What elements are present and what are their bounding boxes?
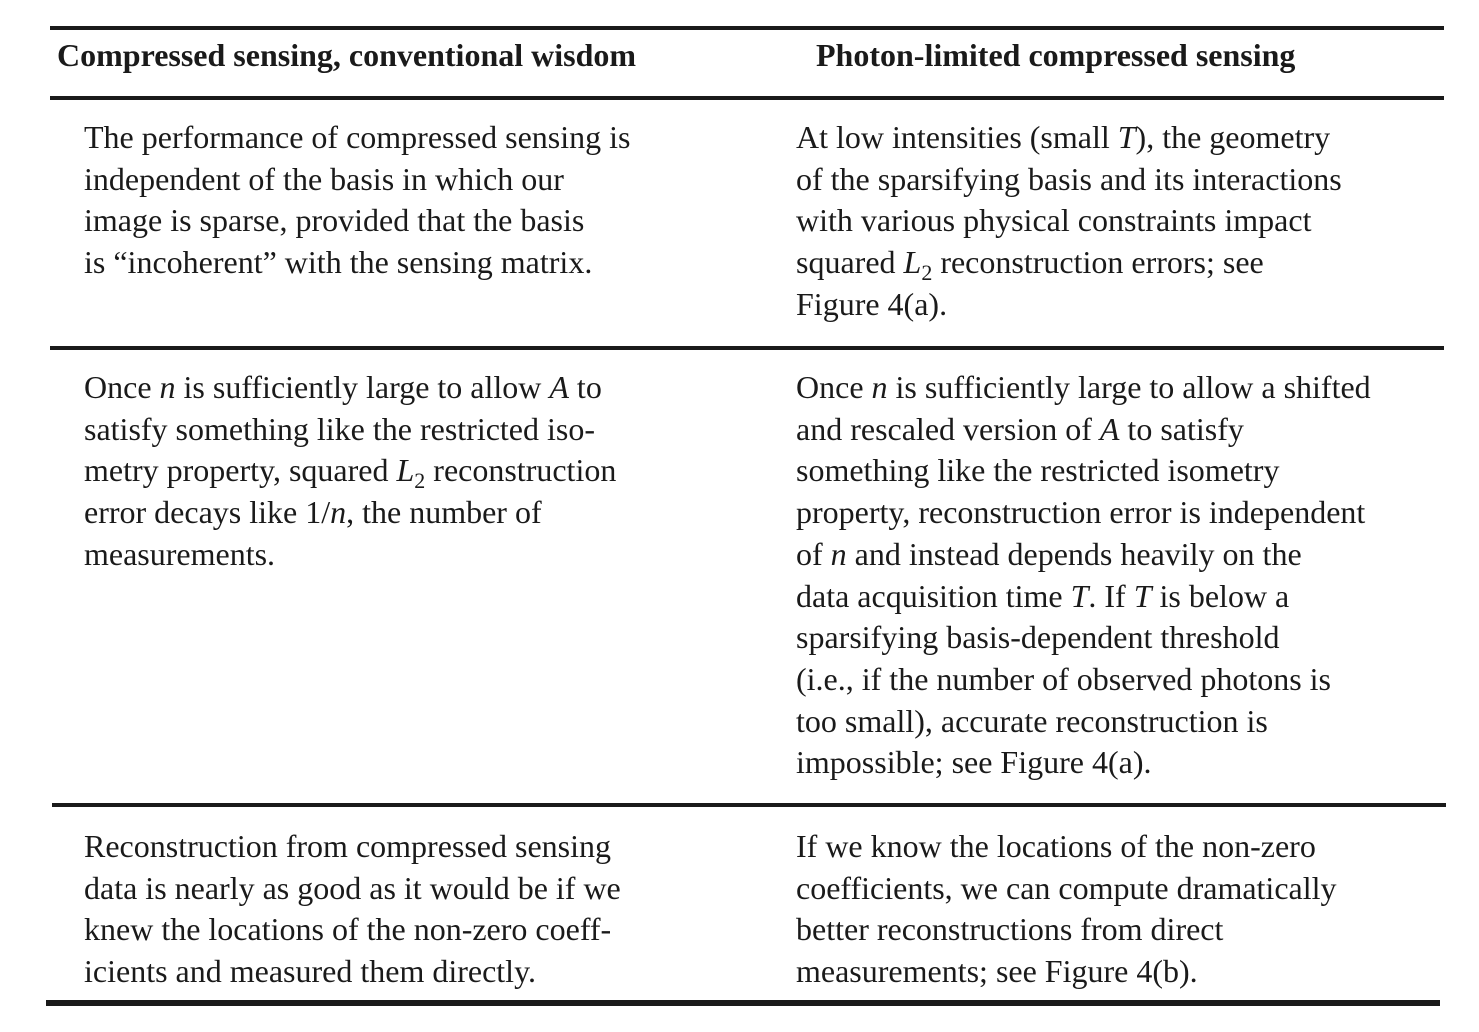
row-2-photon-limited-cell: Once n is sufficiently large to allow a shifted and rescaled version of A to satisfy something like the restricted isometry property, reconstruction error is independent of n and instead depends heavily on the data acquisition time T. If T is below a sparsifying basis-dependent threshold (i.e., if the number of observed photons is too small), accurate reconstruction is impossible; see Figure 4(a). (796, 369, 1371, 781)
row-3-conventional-cell: Reconstruction from compressed sensing data is nearly as good as it would be if we knew the locations of the non-zero coeff- icients and measured them directly. (84, 828, 621, 990)
column-header-photon-limited: Photon-limited compressed sensing (816, 37, 1296, 73)
bottom-rule (46, 1000, 1440, 1006)
row-2-conventional-cell: Once n is sufficiently large to allow A to satisfy something like the restricted iso- metry property, squared $L_2$ reconstruction error decays like 1/n, the number of measurements. (84, 369, 617, 572)
column-header-conventional: Compressed sensing, conventional wisdom (57, 37, 637, 73)
row-1-conventional-cell: The performance of compressed sensing is independent of the basis in which our image is sparse, provided that the basis is “incoherent” with the sensing matrix. (84, 119, 631, 281)
top-rule (50, 26, 1444, 30)
row-divider-1 (50, 346, 1444, 350)
header-rule (50, 96, 1444, 100)
row-3-photon-limited-cell: If we know the locations of the non-zero coefficients, we can compute dramatically better reconstructions from direct measurements; see Figure 4(b). (796, 828, 1337, 990)
row-1-photon-limited-cell: At low intensities (small T), the geometry of the sparsifying basis and its interactions with various physical constraints impact squared $L_2$ reconstruction errors; see Figure 4(a). (796, 119, 1342, 322)
row-divider-2 (52, 803, 1446, 807)
